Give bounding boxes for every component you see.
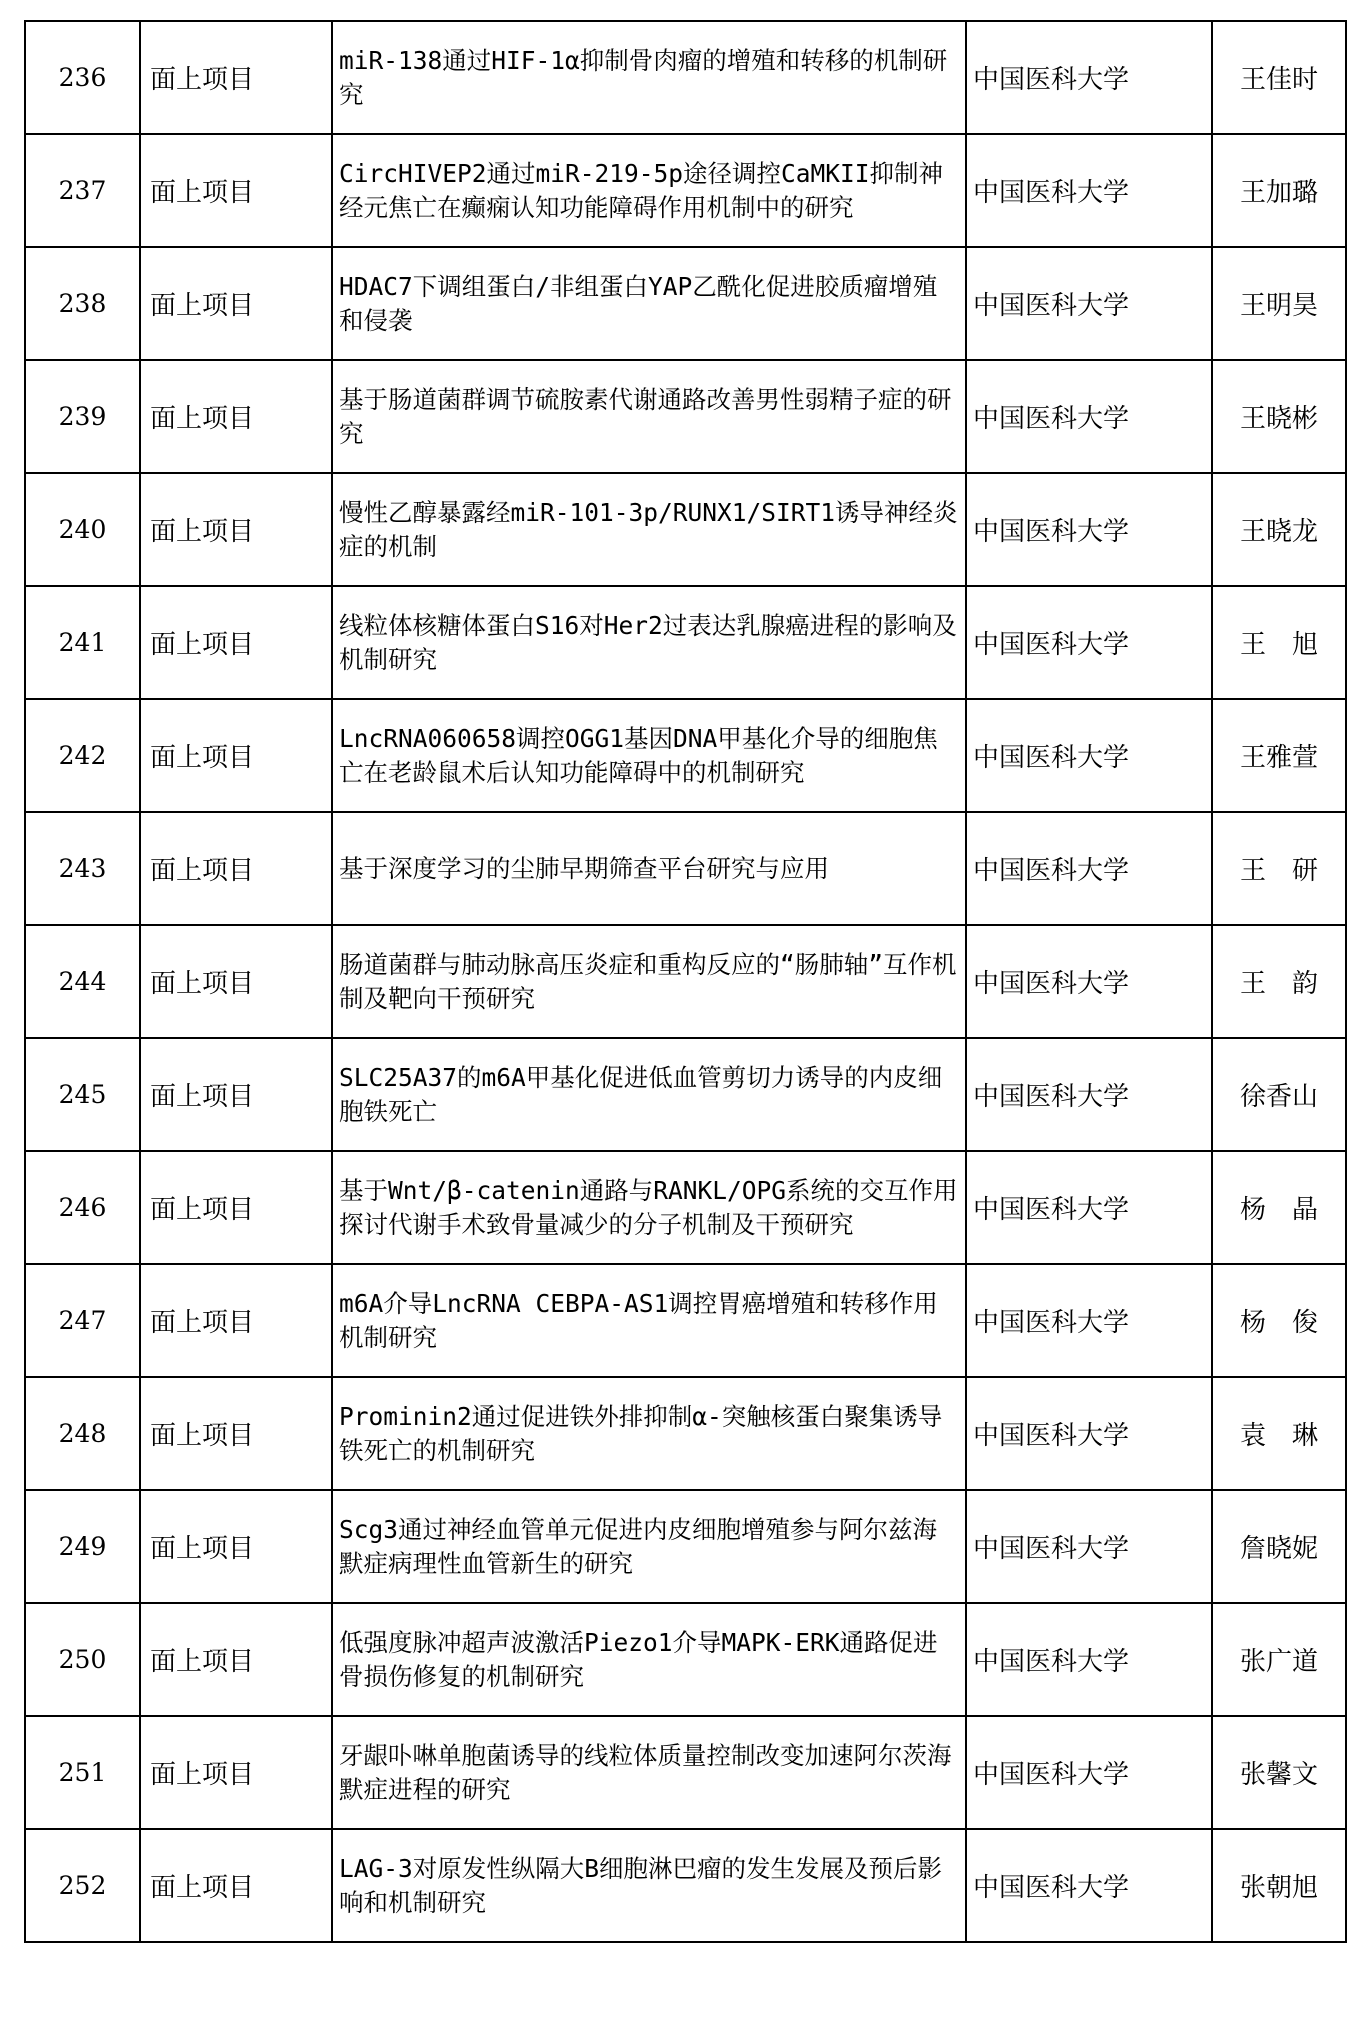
project-title: 基于肠道菌群调节硫胺素代谢通路改善男性弱精子症的研究 [332, 360, 966, 473]
project-table-body [25, 21, 1346, 1942]
principal-investigator: 徐香山 [1212, 1038, 1346, 1151]
institution: 中国医科大学 [966, 1264, 1212, 1377]
project-title: 肠道菌群与肺动脉高压炎症和重构反应的“肠肺轴”互作机制及靶向干预研究 [332, 925, 966, 1038]
project-type: 面上项目 [140, 1038, 332, 1151]
row-number: 247 [25, 1264, 140, 1377]
row-number: 238 [25, 247, 140, 360]
row-number: 243 [25, 812, 140, 925]
project-type: 面上项目 [140, 247, 332, 360]
principal-investigator: 王雅萱 [1212, 699, 1346, 812]
row-number: 249 [25, 1490, 140, 1603]
project-title: LncRNA060658调控OGG1基因DNA甲基化介导的细胞焦亡在老龄鼠术后认知功能障碍中的机制研究 [332, 699, 966, 812]
project-title: Prominin2通过促进铁外排抑制α-突触核蛋白聚集诱导铁死亡的机制研究 [332, 1377, 966, 1490]
table-row [25, 1603, 1346, 1716]
principal-investigator: 王明昊 [1212, 247, 1346, 360]
project-type: 面上项目 [140, 21, 332, 134]
institution: 中国医科大学 [966, 586, 1212, 699]
table-row [25, 699, 1346, 812]
table-row [25, 21, 1346, 134]
table-row [25, 134, 1346, 247]
project-title: 线粒体核糖体蛋白S16对Her2过表达乳腺癌进程的影响及机制研究 [332, 586, 966, 699]
project-type: 面上项目 [140, 1377, 332, 1490]
project-type: 面上项目 [140, 1490, 332, 1603]
principal-investigator: 张朝旭 [1212, 1829, 1346, 1942]
project-title: 基于深度学习的尘肺早期筛查平台研究与应用 [332, 812, 966, 925]
project-title: 牙龈卟啉单胞菌诱导的线粒体质量控制改变加速阿尔茨海默症进程的研究 [332, 1716, 966, 1829]
project-title: m6A介导LncRNA CEBPA-AS1调控胃癌增殖和转移作用机制研究 [332, 1264, 966, 1377]
institution: 中国医科大学 [966, 699, 1212, 812]
project-type: 面上项目 [140, 1829, 332, 1942]
project-title: LAG-3对原发性纵隔大B细胞淋巴瘤的发生发展及预后影响和机制研究 [332, 1829, 966, 1942]
row-number: 250 [25, 1603, 140, 1716]
row-number: 251 [25, 1716, 140, 1829]
row-number: 252 [25, 1829, 140, 1942]
row-number: 237 [25, 134, 140, 247]
table-row [25, 1151, 1346, 1264]
principal-investigator: 张馨文 [1212, 1716, 1346, 1829]
project-table [24, 20, 1347, 1943]
principal-investigator: 王加璐 [1212, 134, 1346, 247]
project-title: SLC25A37的m6A甲基化促进低血管剪切力诱导的内皮细胞铁死亡 [332, 1038, 966, 1151]
row-number: 240 [25, 473, 140, 586]
row-number: 246 [25, 1151, 140, 1264]
institution: 中国医科大学 [966, 1377, 1212, 1490]
project-type: 面上项目 [140, 812, 332, 925]
table-row [25, 1490, 1346, 1603]
institution: 中国医科大学 [966, 1829, 1212, 1942]
table-row [25, 1829, 1346, 1942]
project-title: Scg3通过神经血管单元促进内皮细胞增殖参与阿尔兹海默症病理性血管新生的研究 [332, 1490, 966, 1603]
principal-investigator: 王晓龙 [1212, 473, 1346, 586]
table-row [25, 812, 1346, 925]
table-row [25, 1038, 1346, 1151]
principal-investigator: 王 研 [1212, 812, 1346, 925]
row-number: 244 [25, 925, 140, 1038]
table-row [25, 1377, 1346, 1490]
principal-investigator: 王佳时 [1212, 21, 1346, 134]
table-row [25, 247, 1346, 360]
principal-investigator: 王 旭 [1212, 586, 1346, 699]
project-type: 面上项目 [140, 1264, 332, 1377]
project-type: 面上项目 [140, 699, 332, 812]
row-number: 241 [25, 586, 140, 699]
table-row [25, 925, 1346, 1038]
project-title: 慢性乙醇暴露经miR-101-3p/RUNX1/SIRT1诱导神经炎症的机制 [332, 473, 966, 586]
principal-investigator: 王晓彬 [1212, 360, 1346, 473]
table-row [25, 360, 1346, 473]
project-type: 面上项目 [140, 586, 332, 699]
institution: 中国医科大学 [966, 360, 1212, 473]
project-type: 面上项目 [140, 134, 332, 247]
project-title: HDAC7下调组蛋白/非组蛋白YAP乙酰化促进胶质瘤增殖和侵袭 [332, 247, 966, 360]
institution: 中国医科大学 [966, 1603, 1212, 1716]
project-type: 面上项目 [140, 1716, 332, 1829]
table-row [25, 1264, 1346, 1377]
institution: 中国医科大学 [966, 812, 1212, 925]
institution: 中国医科大学 [966, 473, 1212, 586]
institution: 中国医科大学 [966, 1716, 1212, 1829]
institution: 中国医科大学 [966, 1490, 1212, 1603]
row-number: 239 [25, 360, 140, 473]
project-type: 面上项目 [140, 1603, 332, 1716]
project-type: 面上项目 [140, 925, 332, 1038]
principal-investigator: 杨 晶 [1212, 1151, 1346, 1264]
institution: 中国医科大学 [966, 21, 1212, 134]
project-title: miR-138通过HIF-1α抑制骨肉瘤的增殖和转移的机制研究 [332, 21, 966, 134]
institution: 中国医科大学 [966, 134, 1212, 247]
principal-investigator: 张广道 [1212, 1603, 1346, 1716]
table-row [25, 473, 1346, 586]
project-title: CircHIVEP2通过miR-219-5p途径调控CaMKII抑制神经元焦亡在癫痫认知功能障碍作用机制中的研究 [332, 134, 966, 247]
row-number: 245 [25, 1038, 140, 1151]
institution: 中国医科大学 [966, 925, 1212, 1038]
principal-investigator: 杨 俊 [1212, 1264, 1346, 1377]
institution: 中国医科大学 [966, 1151, 1212, 1264]
project-title: 基于Wnt/β-catenin通路与RANKL/OPG系统的交互作用探讨代谢手术致骨量减少的分子机制及干预研究 [332, 1151, 966, 1264]
institution: 中国医科大学 [966, 1038, 1212, 1151]
table-row [25, 1716, 1346, 1829]
institution: 中国医科大学 [966, 247, 1212, 360]
principal-investigator: 王 韵 [1212, 925, 1346, 1038]
row-number: 248 [25, 1377, 140, 1490]
principal-investigator: 詹晓妮 [1212, 1490, 1346, 1603]
table-row [25, 586, 1346, 699]
row-number: 242 [25, 699, 140, 812]
project-title: 低强度脉冲超声波激活Piezo1介导MAPK-ERK通路促进骨损伤修复的机制研究 [332, 1603, 966, 1716]
principal-investigator: 袁 琳 [1212, 1377, 1346, 1490]
project-type: 面上项目 [140, 360, 332, 473]
row-number: 236 [25, 21, 140, 134]
project-type: 面上项目 [140, 1151, 332, 1264]
project-type: 面上项目 [140, 473, 332, 586]
